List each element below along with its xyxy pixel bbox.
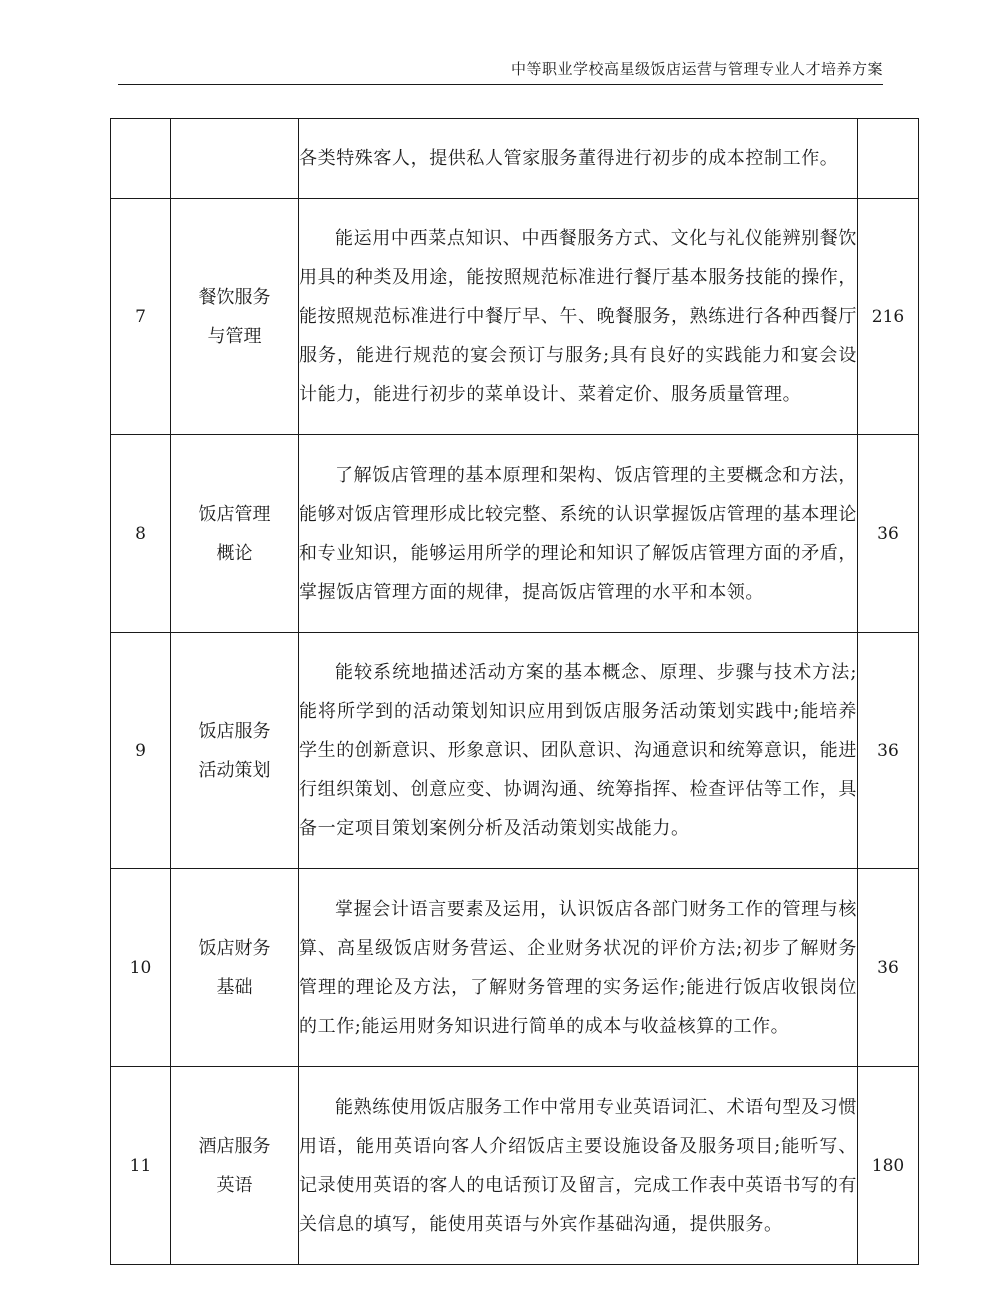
- course-hours-cell: 36: [858, 633, 919, 869]
- course-description-text: 各类特殊客人，提供私人管家服务董得进行初步的成本控制工作。: [299, 148, 839, 169]
- course-description-cell: [299, 435, 858, 633]
- course-table: [110, 118, 919, 1265]
- course-number-cell: [111, 119, 171, 199]
- course-description-cell: [299, 199, 858, 435]
- course-number-cell: 7: [111, 199, 171, 435]
- course-number-cell: 9: [111, 633, 171, 869]
- course-description-text: 能运用中西菜点知识、中西餐服务方式、文化与礼仪能辨别餐饮用具的种类及用途，能按照规范标准进行餐厅基本服务技能的操作，能按照规范标准进行中餐厅早、午、晚餐服务，熟练进行各种西餐厅服务，能进行规范的宴会预订与服务;具有良好的实践能力和宴会设计能力，能进行初步的菜单设计、菜着定价、服务质量管理。: [299, 228, 857, 405]
- course-number-cell: 11: [111, 1067, 171, 1265]
- course-name-line-2: 概论: [216, 542, 253, 564]
- page-header-title: 中等职业学校高星级饭店运营与管理专业人才培养方案: [510, 60, 883, 78]
- course-number-cell: 10: [111, 869, 171, 1067]
- course-name-cell: [171, 869, 299, 1067]
- table-row: [111, 633, 919, 869]
- course-description-text: 了解饭店管理的基本原理和架构、饭店管理的主要概念和方法，能够对饭店管理形成比较完整、系统的认识掌握饭店管理的基本理论和专业知识，能够运用所学的理论和知识了解饭店管理方面的矛盾，掌握饭店管理方面的规律，提高饭店管理的水平和本领。: [299, 464, 857, 603]
- course-name-cell: [171, 119, 299, 199]
- course-name-line-1: 饭店管理: [198, 503, 271, 525]
- course-name-line-2: 活动策划: [198, 759, 271, 781]
- course-name-line-2: 与管理: [207, 325, 262, 347]
- course-description-cell: [299, 633, 858, 869]
- course-hours-cell: 216: [858, 199, 919, 435]
- course-hours-cell: 180: [858, 1067, 919, 1265]
- course-description-text: 能熟练使用饭店服务工作中常用专业英语词汇、术语句型及习惯用语，能用英语向客人介绍饭店主要设施设备及服务项目;能听写、记录使用英语的客人的电话预订及留言，完成工作表中英语书写的有关信息的填写，能使用英语与外宾作基础沟通，提供服务。: [299, 1096, 857, 1235]
- course-name-line-1: 饭店财务: [198, 937, 271, 959]
- table-row: [111, 199, 919, 435]
- course-number-cell: 8: [111, 435, 171, 633]
- table-row: [111, 435, 919, 633]
- header-divider: [118, 84, 883, 85]
- course-hours-cell: 36: [858, 869, 919, 1067]
- table-row: [111, 869, 919, 1067]
- course-name-cell: [171, 199, 299, 435]
- course-name-line-1: 酒店服务: [198, 1135, 271, 1157]
- course-name-line-2: 英语: [216, 1174, 253, 1196]
- table-row: [111, 119, 919, 199]
- course-description-text: 能较系统地描述活动方案的基本概念、原理、步骤与技术方法;能将所学到的活动策划知识应用到饭店服务活动策划实践中;能培养学生的创新意识、形象意识、团队意识、沟通意识和统筹意识，能进行组织策划、创意应变、协调沟通、统筹指挥、检查评估等工作，具备一定项目策划案例分析及活动策划实战能力。: [299, 662, 857, 839]
- course-name-cell: [171, 633, 299, 869]
- table-row: [111, 1067, 919, 1265]
- course-name-line-2: 基础: [216, 976, 253, 998]
- course-hours-cell: [858, 119, 919, 199]
- course-description-cell: [299, 869, 858, 1067]
- course-description-cell: [299, 119, 858, 199]
- course-name-line-1: 餐饮服务: [198, 286, 271, 308]
- course-description-cell: [299, 1067, 858, 1265]
- course-hours-cell: 36: [858, 435, 919, 633]
- course-name-cell: [171, 435, 299, 633]
- course-name-cell: [171, 1067, 299, 1265]
- course-name-line-1: 饭店服务: [198, 720, 271, 742]
- course-description-text: 掌握会计语言要素及运用，认识饭店各部门财务工作的管理与核算、高星级饭店财务营运、企业财务状况的评价方法;初步了解财务管理的理论及方法，了解财务管理的实务运作;能进行饭店收银岗位的工作;能运用财务知识进行简单的成本与收益核算的工作。: [299, 898, 857, 1037]
